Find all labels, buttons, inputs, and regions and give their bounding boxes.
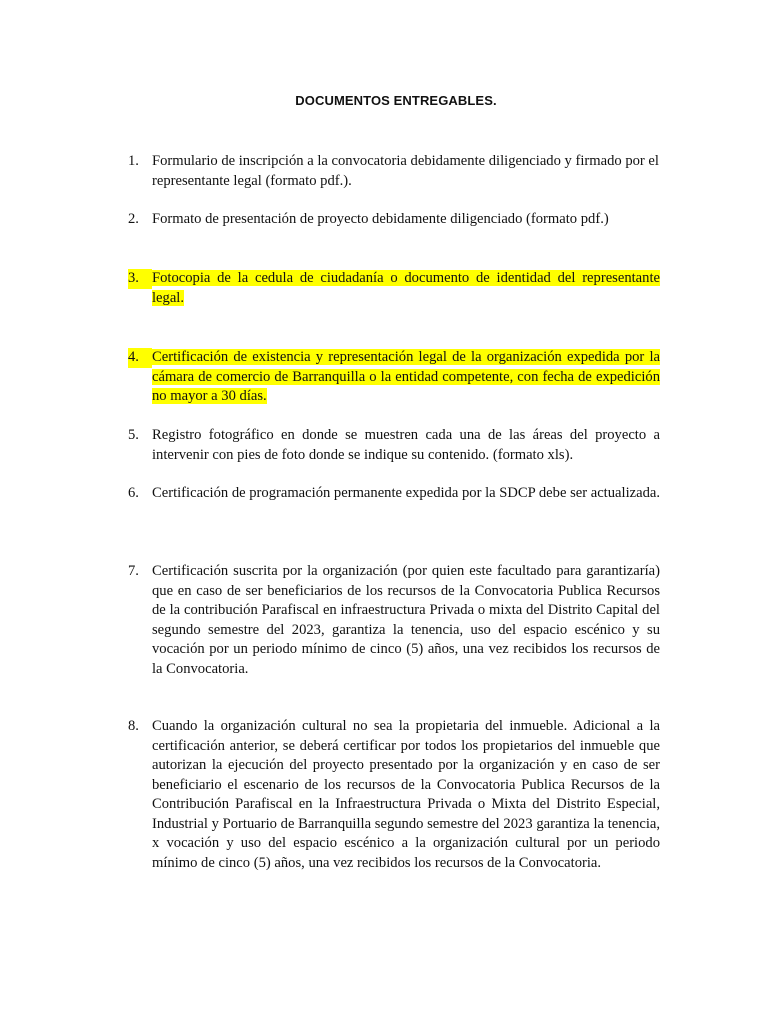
highlighted-text: Certificación de existencia y representación legal de la organización expedida por la cámara de comercio de Barranquilla o la entidad competente, con fecha de expedición no mayor a 30 días. xyxy=(152,349,660,404)
list-item-number: 3. xyxy=(128,269,152,289)
list-item-number: 5. xyxy=(128,427,139,443)
list-item-text: Cuando la organización cultural no sea la propietaria del inmueble. Adicional a la certificación anterior, se deberá certificar por todos los propietarios del inmueble que autorizan la ejecución del proyecto presentado por la organización y en caso de ser beneficiario el escenario de los recursos de la Convocatoria Publica Recursos de la Contribución Parafiscal en la Infraestructura Privada o Mixta del Distrito Especial, Industrial y Portuario de Barranquilla segundo semestre del 2023 garantiza la tenencia, x vocación y uso del espacio escénico a la organización cultural por un periodo mínimo de cinco (5) años, una vez recibidos los recursos de la Convocatoria. xyxy=(152,718,660,871)
list-item-number: 1. xyxy=(128,153,139,169)
list-item-1 xyxy=(128,152,660,191)
list-item-4 xyxy=(128,348,660,407)
list-item-5 xyxy=(128,426,660,465)
list-item-number: 6. xyxy=(128,485,139,501)
list-item-6 xyxy=(128,484,660,504)
list-item-text: Formulario de inscripción a la convocatoria debidamente diligenciado y firmado por el representante legal (formato pdf.). xyxy=(152,153,659,189)
list-item-8 xyxy=(128,717,660,873)
list-item-2 xyxy=(128,210,660,230)
document-title: DOCUMENTOS ENTREGABLES. xyxy=(295,93,497,108)
list-item-text: Certificación suscrita por la organización (por quien este facultado para garantizaría) que en caso de ser beneficiarios de los recursos de la Convocatoria Publica Recursos de la contribución Parafiscal en infraestructura Privada o mixta del Distrito Capital del segundo semestre del 2023, garantiza la tenencia, uso del espacio escénico y su vocación por un periodo mínimo de cinco (5) años, una vez recibidos los recursos de la Convocatoria. xyxy=(152,563,660,677)
highlighted-text: Fotocopia de la cedula de ciudadanía o documento de identidad del representante legal. xyxy=(152,270,660,306)
list-item-text: Formato de presentación de proyecto debidamente diligenciado (formato pdf.) xyxy=(152,211,609,227)
list-item-3 xyxy=(128,269,660,308)
list-item-number: 8. xyxy=(128,718,139,734)
list-item-text: Registro fotográfico en donde se muestren cada una de las áreas del proyecto a intervenir con pies de foto donde se indique su contenido. (formato xls). xyxy=(152,427,660,463)
list-item-7 xyxy=(128,562,660,679)
list-item-number: 7. xyxy=(128,563,139,579)
list-item-number: 4. xyxy=(128,348,152,368)
list-item-text: Certificación de programación permanente expedida por la SDCP debe ser actualizada. xyxy=(152,485,661,501)
list-item-number: 2. xyxy=(128,211,139,227)
